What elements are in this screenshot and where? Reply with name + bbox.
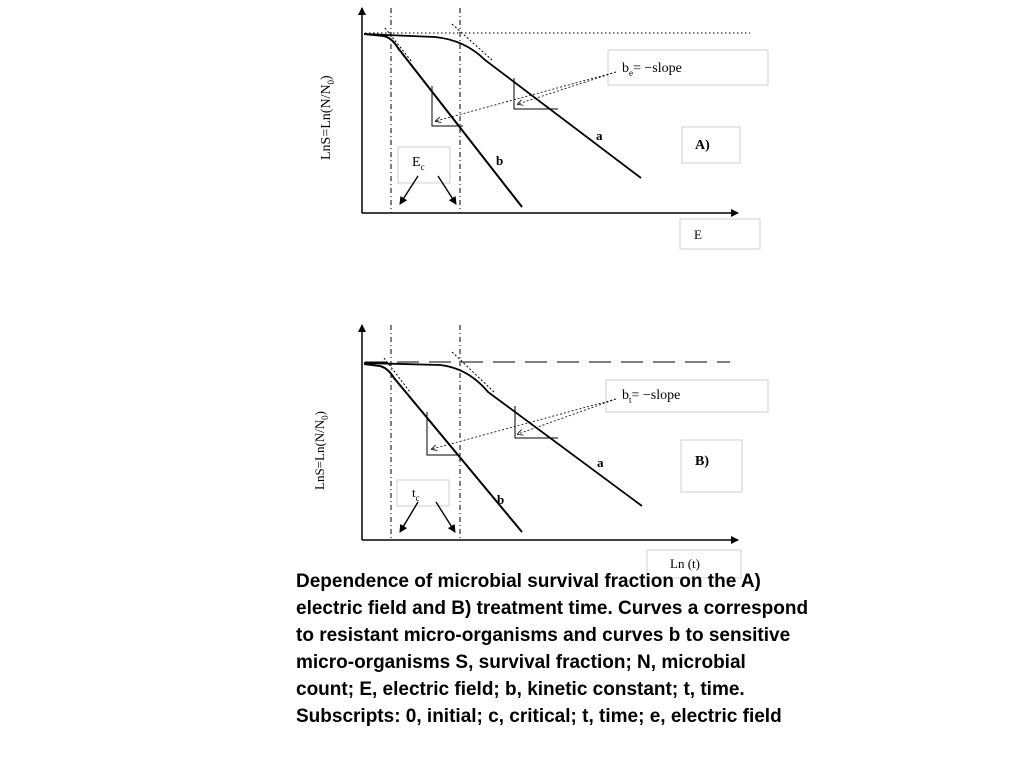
caption-line: micro-organisms S, survival fraction; N, microbial bbox=[296, 652, 746, 673]
caption-line: electric field and B) treatment time. Curves a correspond bbox=[296, 598, 809, 619]
caption-line: Dependence of microbial survival fraction on the A) bbox=[296, 571, 761, 592]
panel-b-x-axis-label: Ln (t) bbox=[670, 556, 700, 571]
panel-a-critical-label: $E_c$ bbox=[412, 155, 425, 172]
panel-a-slope-label: $b_e=$ −slope bbox=[622, 61, 682, 78]
panel-b-label-box bbox=[681, 440, 742, 492]
panel-a-curve-a-label: a bbox=[596, 128, 603, 143]
panel-b-slope-label: $b_t=$ −slope bbox=[622, 388, 681, 405]
panel-b-curve-b-label: b bbox=[497, 492, 505, 507]
panel-b-slope-triangle-b bbox=[427, 412, 461, 455]
panel-b-label: B) bbox=[695, 454, 709, 469]
panel-b-pointer-to-a bbox=[518, 399, 616, 434]
panel-a-x-axis-label: E bbox=[694, 227, 702, 242]
panel-a-curve-b-label: b bbox=[496, 153, 504, 168]
caption-line: to resistant micro-organisms and curves b to sensitive bbox=[296, 625, 791, 646]
caption-line: Subscripts: 0, initial; c, critical; t, time; e, electric field bbox=[296, 706, 782, 727]
panel-a-label: A) bbox=[695, 138, 710, 153]
panel-b-tangent-a bbox=[452, 352, 494, 392]
panel-b-critical-label: $t_c$ bbox=[412, 485, 420, 503]
panel-b-y-axis-label: $LnS=Ln(N/N_0)$ bbox=[312, 410, 330, 490]
panel-b-curve-a-label: a bbox=[597, 455, 604, 470]
panel-b-critical-box bbox=[397, 480, 449, 506]
caption-line: count; E, electric field; b, kinetic constant; t, time. bbox=[296, 679, 745, 700]
figure-caption bbox=[296, 568, 936, 730]
panel-a-y-axis-label: $LnS=Ln(N/N_0)$ bbox=[319, 75, 336, 160]
